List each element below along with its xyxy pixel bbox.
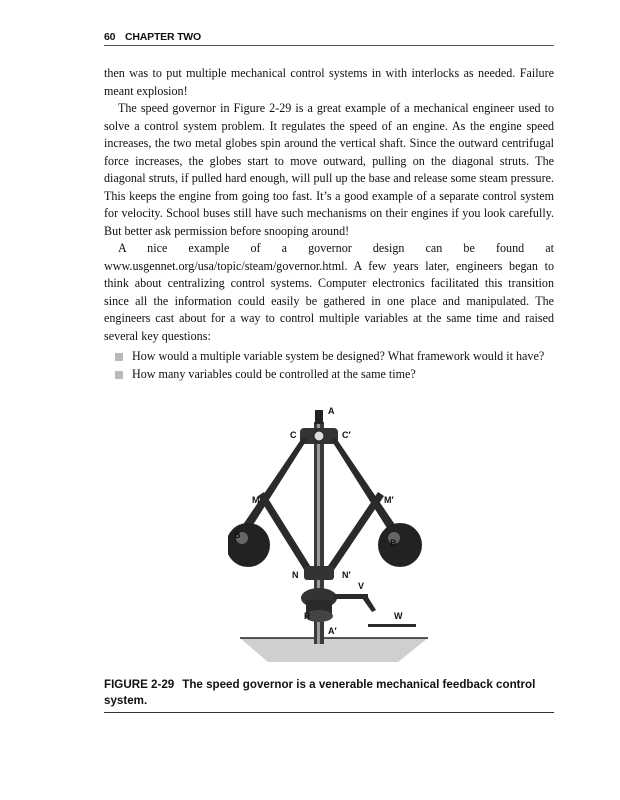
label-m-prime: M′	[384, 495, 394, 505]
right-globe	[378, 523, 422, 567]
ground-shading	[240, 638, 428, 662]
top-knob	[315, 410, 323, 424]
label-a: A	[328, 406, 335, 416]
chapter-title: CHAPTER TWO	[125, 31, 201, 43]
label-v: V	[358, 581, 365, 591]
label-m: M	[252, 495, 260, 505]
valve-rod	[368, 624, 416, 627]
sliding-sleeve	[304, 566, 334, 580]
label-b-left: B	[234, 530, 241, 540]
label-a-prime: A′	[328, 626, 337, 636]
label-c-prime: C′	[342, 430, 351, 440]
body-text	[104, 65, 554, 383]
label-w: W	[394, 611, 403, 621]
label-b-right: B	[390, 538, 397, 548]
paragraph: then was to put multiple mechanical control systems in with interlocks as needed. Failure meant explosion!	[104, 66, 554, 98]
bullet-list	[104, 348, 554, 383]
label-n-prime: N′	[342, 570, 351, 580]
running-head	[104, 31, 554, 46]
label-r: R	[304, 611, 311, 621]
list-item	[104, 348, 554, 366]
speed-governor-illustration	[228, 400, 442, 668]
paragraph: The speed governor in Figure 2-29 is a great example of a mechanical engineer used to solve a control system problem. It regulates the speed of an engine. As the engine speed increases, the two metal globes spin around the vertical shaft. Since the outward centrifugal force increases, the globes start to move outward, pulling on the diagonal struts. The diagonal struts, if pulled hard enough, will pull up the base and release some steam pressure. This keeps the engine from going too fast. It’s a good example of a separate control system for velocity. School buses still have such mechanisms on their engines if you look carefully. But better ask permission before snooping around!	[104, 101, 554, 238]
list-item-text: How many variables could be controlled at the same time?	[132, 366, 416, 381]
figure-caption	[104, 677, 554, 713]
right-lower-link	[324, 492, 384, 576]
caption-text: The speed governor is a venerable mechanical feedback control system.	[104, 678, 536, 707]
figure-governor	[228, 400, 442, 668]
figure-label: FIGURE 2-29	[104, 678, 175, 691]
page-number: 60	[104, 31, 116, 43]
paragraph: A nice example of a governor design can be found at www.usgennet.org/usa/topic/steam/governor.html. A few years later, engineers began to think about centralizing control systems. Computer electronics facilitated this transition since all the information could easily be gathered in one place and manipulated. The engineers cast about for a way to control multiple variables at the same time and raised several key questions:	[104, 241, 554, 343]
square-bullet-icon	[115, 371, 123, 379]
left-upper-arm	[238, 438, 308, 536]
list-item-text: How would a multiple variable system be designed? What framework would it have?	[132, 349, 545, 363]
square-bullet-icon	[115, 353, 123, 361]
label-n: N	[292, 570, 299, 580]
list-item	[104, 366, 554, 384]
label-c: C	[290, 430, 297, 440]
